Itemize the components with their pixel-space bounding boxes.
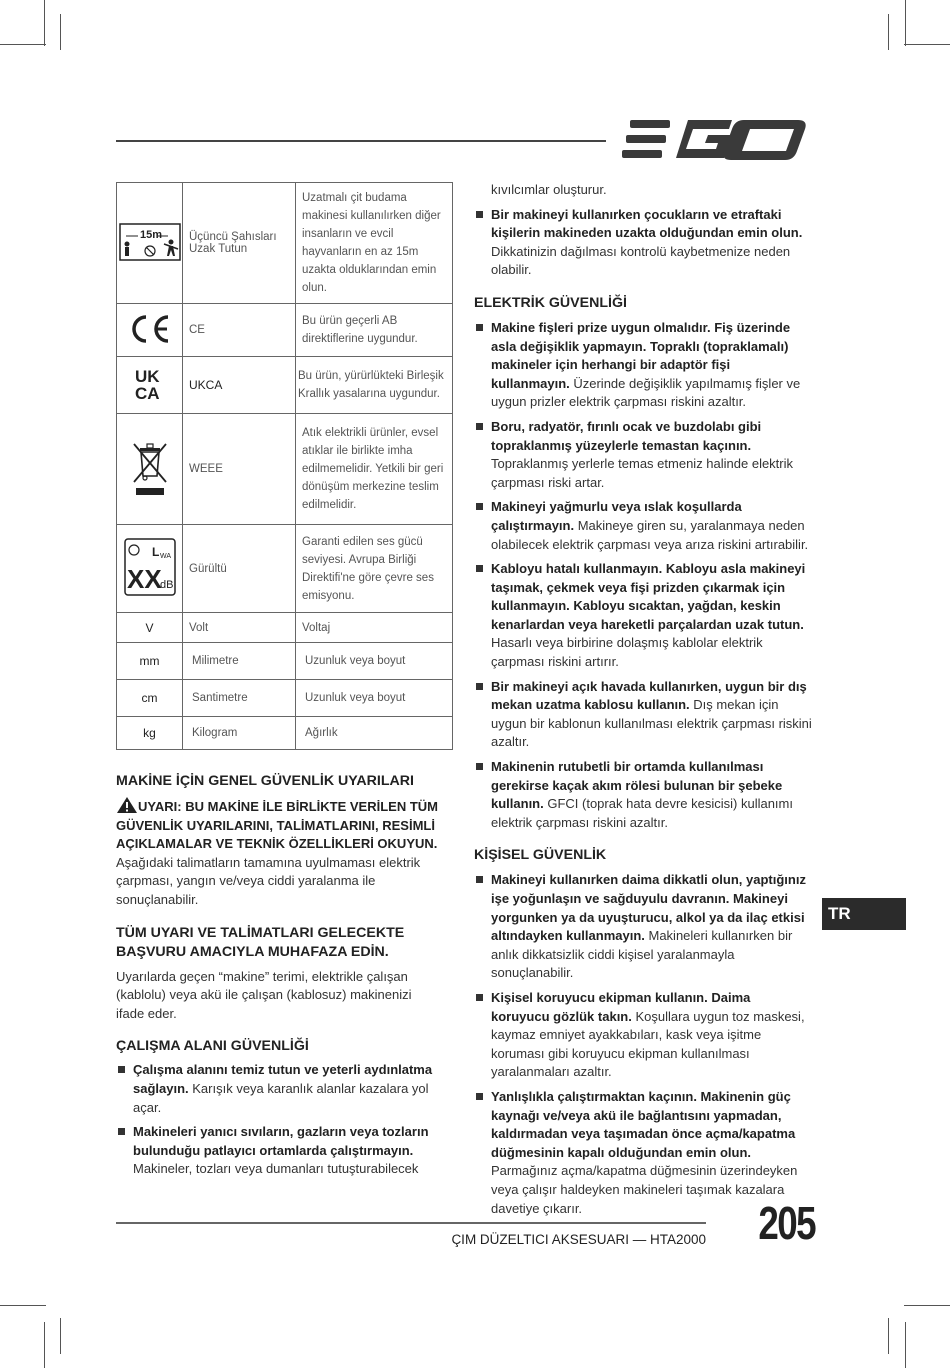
ego-logo xyxy=(622,118,810,162)
symbol-description: Voltaj xyxy=(296,613,453,643)
symbol-name: Santimetre xyxy=(183,680,296,717)
electric-safety-heading: ELEKTRİK GÜVENLİĞİ xyxy=(474,294,627,311)
crop-mark xyxy=(0,44,46,45)
crop-mark xyxy=(904,1305,950,1306)
list-item: Makinenin rutubetli bir ortamda kullanılması gerekirse kaçak akım rölesi bulunan bir şebeke kullanın. GFCI (toprak hata devre kesicisi) kullanımı elektrik çarpması riskini azaltır. xyxy=(474,758,812,832)
symbol-description: Atık elektrikli ürünler, evsel atıklar ile birlikte imha edilmemelidir. Yetkili bir geri dönüşüm merkezine teslim edilmelidir. xyxy=(296,414,453,525)
symbol-name: CE xyxy=(183,304,296,357)
warning-paragraph xyxy=(116,796,442,910)
table-row xyxy=(117,357,453,414)
header-rule xyxy=(116,140,606,142)
warning-text: Aşağıdaki talimatların tamamına uyulmaması elektrik çarpması, yangın ve/veya ciddi yaralanma ile sonuçlanabilir. xyxy=(116,854,421,907)
right-column xyxy=(474,181,812,1224)
table-row xyxy=(117,183,453,304)
crop-mark xyxy=(905,1322,906,1368)
personal-list xyxy=(474,871,812,1218)
language-tab: TR xyxy=(822,898,906,930)
symbol-name: Volt xyxy=(183,613,296,643)
symbol-description: Bu ürün geçerli AB direktiflerine uygundur. xyxy=(296,304,453,357)
symbol-cell xyxy=(117,357,183,414)
crop-mark xyxy=(904,44,950,45)
list-item: Bir makineyi kullanırken çocukların ve etraftaki kişilerin makineden uzakta olduğundan emin olun. Dikkatinizin dağılması kontrolü kaybetmenize neden olabilir. xyxy=(474,206,812,280)
left-column xyxy=(116,772,442,1185)
warning-bold: UYARI: BU MAKİNE İLE BİRLİKTE VERİLEN TÜM GÜVENLİK UYARILARINI, TALİMATLARINI, RESİMLİ AÇIKLAMALAR VE TEKNİK ÖZELLİKLERİ OKUYUN. xyxy=(116,799,438,852)
symbol-description: Uzunluk veya boyut xyxy=(296,643,453,680)
footer-text: ÇIM DÜZELTICI AKSESUARI — HTA2000 xyxy=(451,1232,706,1247)
continuation-text: kıvılcımlar oluşturur. xyxy=(491,182,607,197)
list-item: Yanlışlıkla çalıştırmaktan kaçının. Makinenin güç kaynağı ve/veya akü ile bağlantısını yapmadan, kaldırmadan veya taşımadan önce açma/kapatma düğmesinin kapalı olduğundan emin olun. Parmağınız açma/kapatma düğmesinin üzerindeyken veya çalışır haldeyken makineleri taşımak kazalara davetiye çıkarır. xyxy=(474,1088,812,1218)
symbol-cell xyxy=(117,414,183,525)
svg-text:WA: WA xyxy=(159,553,171,560)
work-area-list xyxy=(116,1061,442,1179)
crop-mark xyxy=(60,14,61,50)
table-row xyxy=(117,680,453,717)
list-item: Bir makineyi açık havada kullanırken, uygun bir dış mekan uzatma kablosu kullanın. Dış mekan için uygun bir kablonun kullanılması elektrik çarpması riskini azaltır. xyxy=(474,678,812,752)
symbols-table xyxy=(116,182,453,750)
list-item: Boru, radyatör, fırınlı ocak ve buzdolabı gibi topraklanmış yüzeylerle temastan kaçının. Topraklanmış yerlerle temas etmeniz halinde elektrik çarpması riski artar. xyxy=(474,418,812,492)
ukca-mark-icon xyxy=(130,366,170,402)
svg-text:UK: UK xyxy=(134,366,160,386)
symbol-description: Bu ürün, yürürlükteki Birleşik Krallık yasalarına uygundur. xyxy=(296,357,453,414)
work-area-heading: ÇALIŞMA ALANI GÜVENLİĞİ xyxy=(116,1038,309,1055)
crop-mark xyxy=(888,14,889,50)
ce-mark-icon xyxy=(128,313,172,345)
crop-mark xyxy=(905,0,906,46)
footer-rule xyxy=(116,1222,706,1224)
table-row xyxy=(117,525,453,613)
svg-text:dB: dB xyxy=(159,579,173,591)
crop-mark xyxy=(0,1305,46,1306)
electric-list xyxy=(474,319,812,832)
list-item: Makineyi yağmurlu veya ıslak koşullarda çalıştırmayın. Makineye giren su, yaralanmaya neden olabilecek elektrik çarpması veya arıza riskini artırabilir. xyxy=(474,498,812,554)
symbol-cell xyxy=(117,525,183,613)
svg-text:CA: CA xyxy=(134,383,160,402)
crop-mark xyxy=(44,1322,45,1368)
symbol-description: Garanti edilen ses gücü seviyesi. Avrupa Birliği Direktifi'ne göre çevre ses emisyonu. xyxy=(296,525,453,613)
crop-mark xyxy=(888,1318,889,1354)
symbol-name: Üçüncü Şahısları Uzak Tutun xyxy=(183,183,296,304)
table-row xyxy=(117,613,453,643)
list-item: Çalışma alanını temiz tutun ve yeterli aydınlatma sağlayın. Karışık veya karanlık alanlar kazalara yol açar. xyxy=(116,1061,442,1117)
table-row xyxy=(117,643,453,680)
list-item: Makineleri yanıcı sıvıların, gazların veya tozların bulunduğu patlayıcı ortamlarda çalıştırmayın. Makineler, tozları veya dumanları tutuşturabilecek xyxy=(116,1123,442,1179)
unit-symbol: kg xyxy=(117,717,183,750)
symbol-cell xyxy=(117,183,183,304)
list-item: Makine fişleri prize uygun olmalıdır. Fiş üzerinde asla değişiklik yapmayın. Topraklı (topraklamalı) makineler için herhangi bir adaptör fişi kullanmayın. Üzerinde değişiklik yapılmamış fişler ve uygun prizler elektrik çarpması riskini azaltır. xyxy=(474,319,812,412)
noise-level-icon xyxy=(122,536,178,598)
symbol-description: Uzatmalı çit budama makinesi kullanılırken diğer insanların ve evcil hayvanların en az 15m uzakta olduklarından emin olun. xyxy=(296,183,453,304)
unit-symbol: mm xyxy=(117,643,183,680)
table-row xyxy=(117,717,453,750)
svg-text:XX: XX xyxy=(126,564,162,594)
general-safety-heading: MAKİNE İÇİN GENEL GÜVENLİK UYARILARI xyxy=(116,773,414,789)
crop-mark xyxy=(44,0,45,46)
unit-symbol: V xyxy=(117,613,183,643)
warning-triangle-icon xyxy=(116,796,138,814)
stay-clear-15m-icon xyxy=(118,222,182,262)
weee-bin-icon xyxy=(130,438,170,498)
list-item: Makineyi kullanırken daima dikkatli olun, yaptığınız işe yoğunlaşın ve sağduyulu davranın. Makineyi yorgunken ya da uyuşturucu, alkol ya da ilaç etkisi altındayken kullanmayın. Makineleri kullanırken bir anlık dikkatsizlik ciddi kişisel yaralanmayla sonuçlanabilir. xyxy=(474,871,812,983)
symbol-name: Kilogram xyxy=(183,717,296,750)
symbol-description: Ağırlık xyxy=(296,717,453,750)
symbol-cell xyxy=(117,304,183,357)
table-row xyxy=(117,414,453,525)
list-item: Kişisel koruyucu ekipman kullanın. Daima koruyucu gözlük takın. Koşullara uygun toz maskesi, kaymaz emniyet ayakkabıları, kask veya işitme koruması gibi koruyucu ekipman kullanılması yaralanmaları azaltır. xyxy=(474,989,812,1082)
symbol-name: Gürültü xyxy=(183,525,296,613)
symbol-name: UKCA xyxy=(183,357,296,414)
children-list xyxy=(474,206,812,280)
symbol-description: Uzunluk veya boyut xyxy=(296,680,453,717)
personal-safety-heading: KİŞİSEL GÜVENLİK xyxy=(474,847,607,864)
unit-symbol: cm xyxy=(117,680,183,717)
crop-mark xyxy=(60,1318,61,1354)
term-paragraph: Uyarılarda geçen “makine” terimi, elektrikle çalışan (kablolu) veya akü ile çalışan (kablosuz) makinenizi ifade eder. xyxy=(116,968,412,1021)
symbol-name: Milimetre xyxy=(183,643,296,680)
symbol-name: WEEE xyxy=(183,414,296,525)
list-item: Kabloyu hatalı kullanmayın. Kabloyu asla makineyi taşımak, çekmek veya fişi prizden çıkarmak için kullanmayın. Kabloyu sıcaktan, yağdan, keskin kenarlardan veya hareketli parçalardan uzak tutun. Hasarlı veya birbirine dolaşmış kablolar elektrik çarpması riskini artırır. xyxy=(474,560,812,672)
svg-text:15m: 15m xyxy=(139,228,162,241)
svg-text:L: L xyxy=(151,545,159,559)
page-number: 205 xyxy=(758,1197,815,1249)
save-instructions-heading: TÜM UYARI VE TALİMATLARI GELECEKTE BAŞVURU AMACIYLA MUHAFAZA EDİN. xyxy=(116,924,405,960)
table-row xyxy=(117,304,453,357)
